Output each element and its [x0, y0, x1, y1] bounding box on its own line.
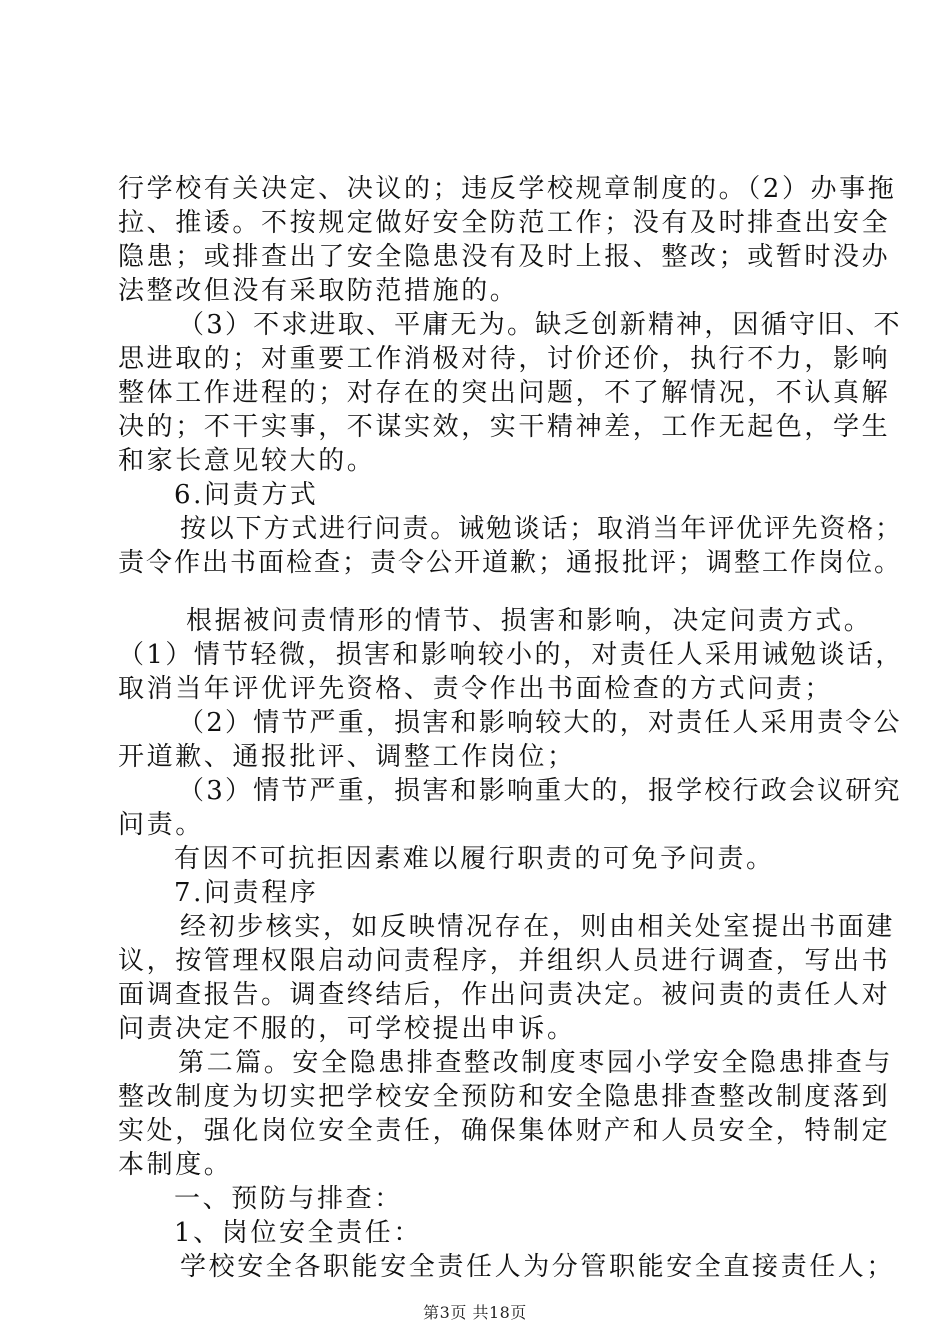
text-line: 面调查报告。调查终结后，作出问责决定。被问责的责任人对 — [118, 980, 891, 1010]
text-line: 整体工作进程的；对存在的突出问题，不了解情况，不认真解 — [118, 378, 891, 408]
text-line: （1）情节轻微，损害和影响较小的，对责任人采用诫勉谈话， — [118, 640, 904, 670]
text-line: （2）情节严重，损害和影响较大的，对责任人采用责令公 — [178, 708, 902, 738]
text-line: 行学校有关决定、决议的；违反学校规章制度的。（2）办事拖 — [118, 174, 897, 204]
text-line: 问责。 — [118, 810, 204, 840]
section-heading: 一、预防与排查： — [174, 1184, 403, 1214]
text-line: 法整改但没有采取防范措施的。 — [118, 276, 519, 306]
text-line: 开道歉、通报批评、调整工作岗位； — [118, 742, 576, 772]
section-heading: 7.问责程序 — [174, 878, 319, 908]
text-line: （3）不求进取、平庸无为。缺乏创新精神，因循守旧、不 — [178, 310, 902, 340]
text-line: 整改制度为切实把学校安全预防和安全隐患排查整改制度落到 — [118, 1082, 891, 1112]
text-line: 实处，强化岗位安全责任，确保集体财产和人员安全，特制定 — [118, 1116, 891, 1146]
text-line: 问责决定不服的，可学校提出申诉。 — [118, 1014, 576, 1044]
text-line: 学校安全各职能安全责任人为分管职能安全直接责任人； — [180, 1252, 896, 1282]
text-line: 议，按管理权限启动问责程序，并组织人员进行调查，写出书 — [118, 946, 891, 976]
text-line: 本制度。 — [118, 1150, 233, 1180]
text-line: 责令作出书面检查；责令公开道歉；通报批评；调整工作岗位。 — [118, 548, 903, 578]
text-line: 和家长意见较大的。 — [118, 446, 376, 476]
text-line: 思进取的；对重要工作消极对待，讨价还价，执行不力，影响 — [118, 344, 891, 374]
page-number-footer: 第3页 共18页 — [423, 1303, 527, 1322]
text-line: 有因不可抗拒因素难以履行职责的可免予问责。 — [174, 844, 775, 874]
text-line: 根据被问责情形的情节、损害和影响，决定问责方式。 — [186, 606, 873, 636]
text-line: 经初步核实，如反映情况存在，则由相关处室提出书面建 — [180, 912, 896, 942]
text-line: 第二篇。安全隐患排查整改制度枣园小学安全隐患排查与 — [178, 1048, 894, 1078]
text-line: （3）情节严重，损害和影响重大的，报学校行政会议研究 — [178, 776, 902, 806]
text-line: 取消当年评优评先资格、责令作出书面检查的方式问责； — [118, 674, 834, 704]
section-heading: 6.问责方式 — [174, 480, 319, 510]
text-line: 拉、推诿。不按规定做好安全防范工作；没有及时排查出安全 — [118, 208, 891, 238]
text-line: 按以下方式进行问责。诫勉谈话；取消当年评优评先资格； — [180, 514, 903, 544]
section-heading: 1、岗位安全责任： — [174, 1218, 422, 1248]
text-line: 决的；不干实事，不谋实效，实干精神差，工作无起色，学生 — [118, 412, 891, 442]
text-line: 隐患；或排查出了安全隐患没有及时上报、整改；或暂时没办 — [118, 242, 891, 272]
